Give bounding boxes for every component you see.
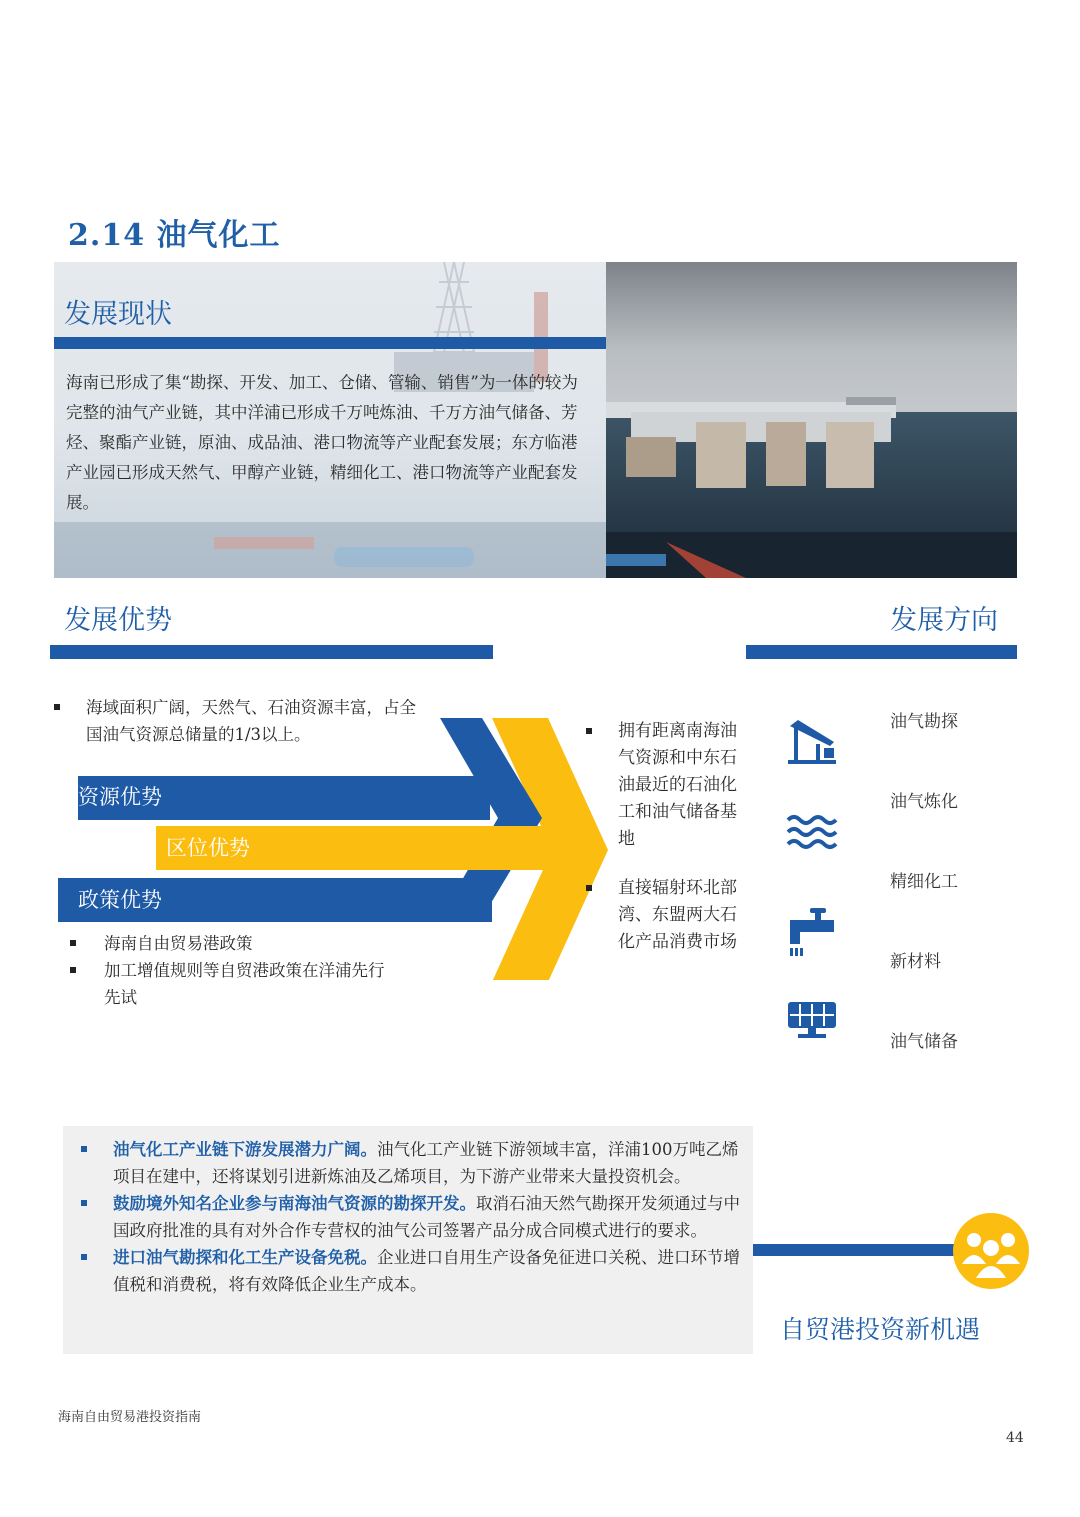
offshore-platform-photo [606, 262, 1017, 578]
location-point: 拥有距离南海油气资源和中东石油最近的石油化工和油气储备基地 [584, 718, 744, 853]
page-number: 44 [1006, 1430, 1024, 1446]
people-group-icon [952, 1212, 1030, 1290]
status-heading: 发展现状 [64, 299, 172, 330]
resource-label: 资源优势 [78, 785, 162, 809]
direction-item-oil-exploration: 油气勘探 [890, 712, 958, 732]
opportunity-title: 进口油气勘探和化工生产设备免税。 [113, 1248, 377, 1267]
resource-points [52, 694, 432, 748]
opportunity-title: 鼓励境外知名企业参与南海油气资源的勘探开发。 [113, 1194, 476, 1213]
status-paragraph: 海南已形成了集“勘探、开发、加工、仓储、管输、销售”为一体的较为完整的油气产业链，其中洋浦已形成千万吨炼油、千万方油气储备、芳烃、聚酯产业链，原油、成品油、港口物流等产业配套发展；东方临港产业园已形成天然气、甲醇产业链，精细化工、港口物流等产业配套发展。 [66, 373, 578, 512]
direction-item-new-materials: 新材料 [890, 952, 941, 972]
opportunity-text: 油气化工产业链下游领域丰富，洋浦100万吨乙烯项目在建中，还将谋划引进新炼油及乙烯项目，为下游产业带来大量投资机会。 [113, 1140, 739, 1186]
status-panel [54, 262, 606, 578]
opportunities-heading: 自贸港投资新机遇 [780, 1315, 981, 1344]
status-divider [54, 337, 606, 349]
directions-heading: 发展方向 [890, 605, 998, 636]
opportunity-text: 企业进口自用生产设备免征进口关税、进口环节增值税和消费税，将有效降低企业生产成本。 [113, 1248, 740, 1294]
opportunity-item [79, 1244, 743, 1298]
solar-panel-icon [786, 1000, 838, 1040]
policy-label: 政策优势 [78, 888, 162, 912]
policy-point: 海南自由贸易港政策 [68, 930, 398, 957]
oil-pump-icon [786, 716, 838, 768]
opportunity-item [79, 1190, 743, 1244]
direction-item-fine-chemicals: 精细化工 [890, 872, 958, 892]
direction-item-oil-storage: 油气储备 [890, 1032, 958, 1052]
policy-point: 加工增值规则等自贸港政策在洋浦先行先试 [68, 957, 398, 1011]
opportunity-text: 取消石油天然气勘探开发须通过与中国政府批准的具有对外合作专营权的油气公司签署产品分成合同模式进行的要求。 [113, 1194, 740, 1240]
opportunities-box [63, 1126, 753, 1354]
opportunities-divider [753, 1244, 968, 1256]
opportunity-title: 油气化工产业链下游发展潜力广阔。 [113, 1140, 377, 1159]
location-points [584, 718, 744, 956]
location-point: 直接辐射环北部湾、东盟两大石化产品消费市场 [584, 875, 744, 956]
faucet-icon [786, 906, 838, 958]
directions-divider [746, 645, 1017, 659]
waves-icon [786, 812, 838, 852]
direction-item-refining: 油气炼化 [890, 792, 958, 812]
advantages-heading: 发展优势 [64, 605, 172, 636]
advantages-divider [50, 645, 493, 659]
location-label: 区位优势 [166, 836, 250, 860]
section-title: 2.14 油气化工 [68, 218, 281, 253]
opportunities-list [79, 1136, 743, 1298]
footer-guide-title: 海南自由贸易港投资指南 [58, 1410, 202, 1425]
policy-points [68, 930, 398, 1011]
resource-point: 海域面积广阔，天然气、石油资源丰富，占全国油气资源总储量的1/3以上。 [52, 694, 432, 748]
opportunity-item [79, 1136, 743, 1190]
